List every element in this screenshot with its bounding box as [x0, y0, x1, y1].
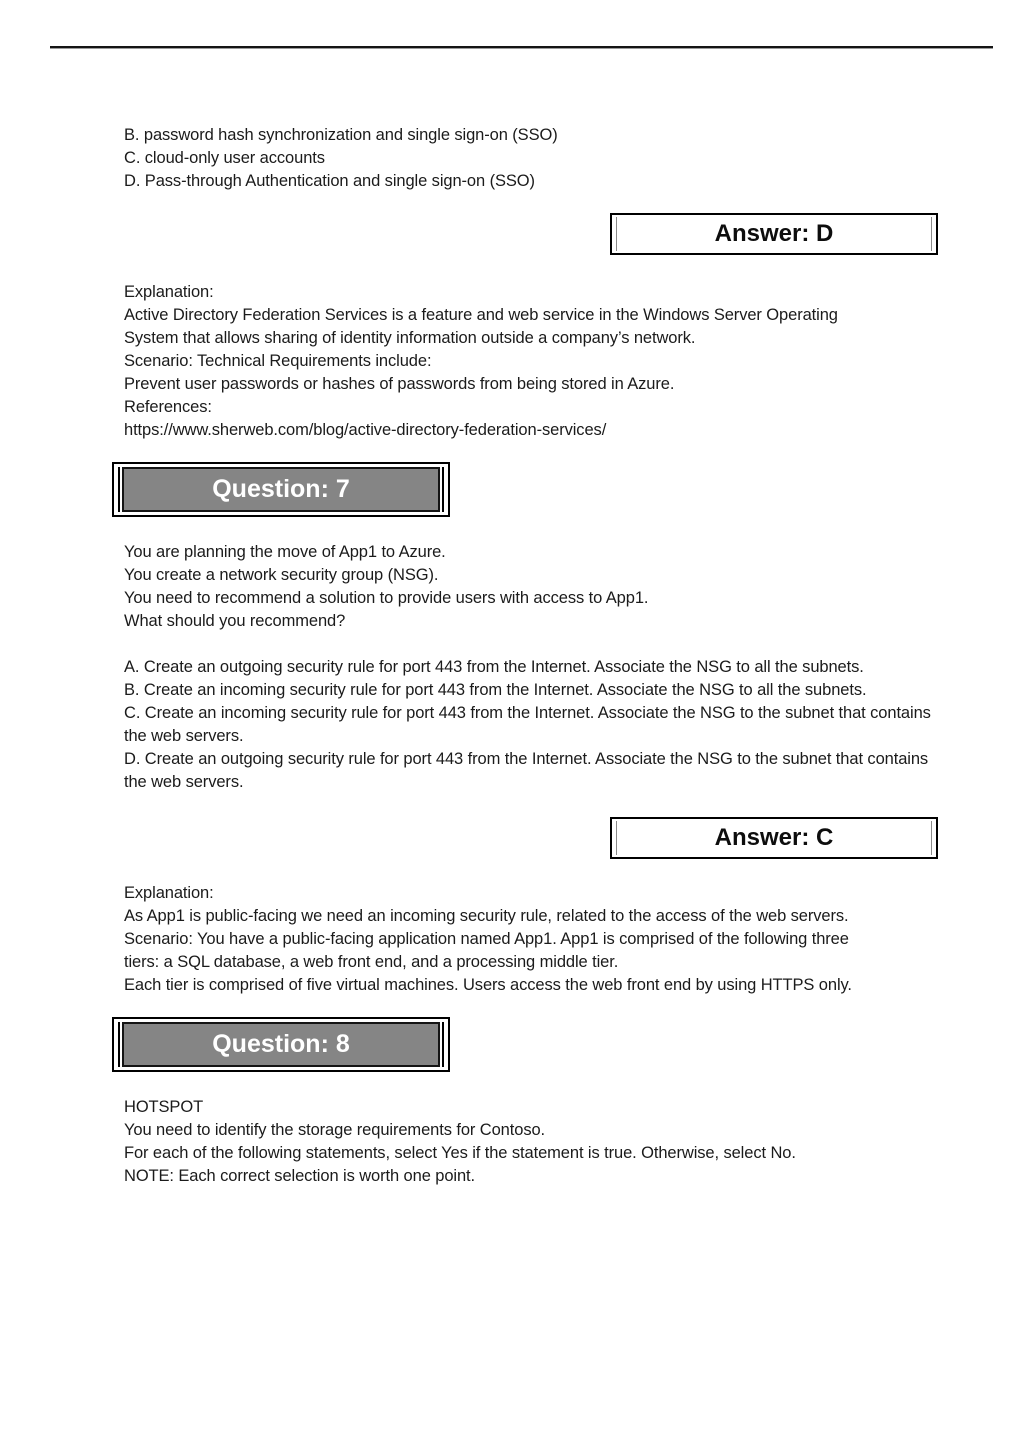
question-7-banner-label: Question: 7: [122, 467, 440, 512]
answer-option: C. Create an incoming security rule for port 443 from the Internet. Associate the NSG to the subnet that contains the web servers.: [124, 704, 931, 745]
explanation-line: References:: [124, 398, 212, 416]
question-7-options: [124, 656, 954, 794]
explanation-line: tiers: a SQL database, a web front end, and a processing middle tier.: [124, 953, 619, 971]
answer-option: D. Create an outgoing security rule for port 443 from the Internet. Associate the NSG to the subnet that contains the web servers.: [124, 750, 929, 791]
explanation-line: Prevent user passwords or hashes of passwords from being stored in Azure.: [124, 375, 675, 393]
question-8-banner: [112, 1017, 450, 1072]
reference-link: https://www.sherweb.com/blog/active-directory-federation-services/: [124, 421, 607, 439]
statement-line: What should you recommend?: [124, 612, 346, 630]
answer-option: B. password hash synchronization and single sign-on (SSO): [124, 126, 558, 144]
explanation-line: System that allows sharing of identity information outside a company’s network.: [124, 329, 696, 347]
question-banner-rails: [118, 1022, 444, 1067]
answer-box-c: [610, 817, 938, 859]
question-8-statements: [124, 1096, 954, 1188]
explanation-line: Explanation:: [124, 884, 214, 902]
explanation-line: As App1 is public-facing we need an incoming security rule, related to the access of the web servers.: [124, 907, 849, 925]
statement-line: You create a network security group (NSG).: [124, 566, 439, 584]
question-8-banner-label: Question: 8: [122, 1022, 440, 1067]
statement-line: For each of the following statements, select Yes if the statement is true. Otherwise, select No.: [124, 1144, 796, 1162]
explanation-line: Scenario: Technical Requirements include:: [124, 352, 432, 370]
answer-option: A. Create an outgoing security rule for port 443 from the Internet. Associate the NSG to all the subnets.: [124, 658, 864, 676]
answer-label: Answer: C: [714, 824, 834, 851]
header-rule: [50, 46, 993, 48]
question-banner-rails: [118, 467, 444, 512]
explanation-line: Scenario: You have a public-facing application named App1. App1 is comprised of the following three: [124, 930, 849, 948]
explanation-line: Explanation:: [124, 283, 214, 301]
statement-line: NOTE: Each correct selection is worth one point.: [124, 1167, 476, 1185]
explanation-line: Each tier is comprised of five virtual machines. Users access the web front end by using HTTPS only.: [124, 976, 852, 994]
answer-box-d: [610, 213, 938, 255]
answer-box-rails: [616, 821, 932, 855]
answer-label: Answer: D: [714, 220, 834, 247]
statement-line: You need to recommend a solution to provide users with access to App1.: [124, 589, 649, 607]
statement-line: You are planning the move of App1 to Azure.: [124, 543, 446, 561]
answer-option: C. cloud-only user accounts: [124, 149, 325, 167]
statement-line: HOTSPOT: [124, 1098, 204, 1116]
answer-option: B. Create an incoming security rule for port 443 from the Internet. Associate the NSG to all the subnets.: [124, 681, 867, 699]
answer-box-rails: [616, 217, 932, 251]
previous-question-explanation: [124, 281, 954, 442]
previous-question-options: [124, 124, 954, 193]
question-7-banner: [112, 462, 450, 517]
statement-line: You need to identify the storage requirements for Contoso.: [124, 1121, 546, 1139]
answer-option: D. Pass-through Authentication and single sign-on (SSO): [124, 172, 535, 190]
question-7-statements: [124, 541, 954, 633]
explanation-line: Active Directory Federation Services is a feature and web service in the Windows Server Operating: [124, 306, 838, 324]
question-7-explanation: [124, 882, 954, 997]
